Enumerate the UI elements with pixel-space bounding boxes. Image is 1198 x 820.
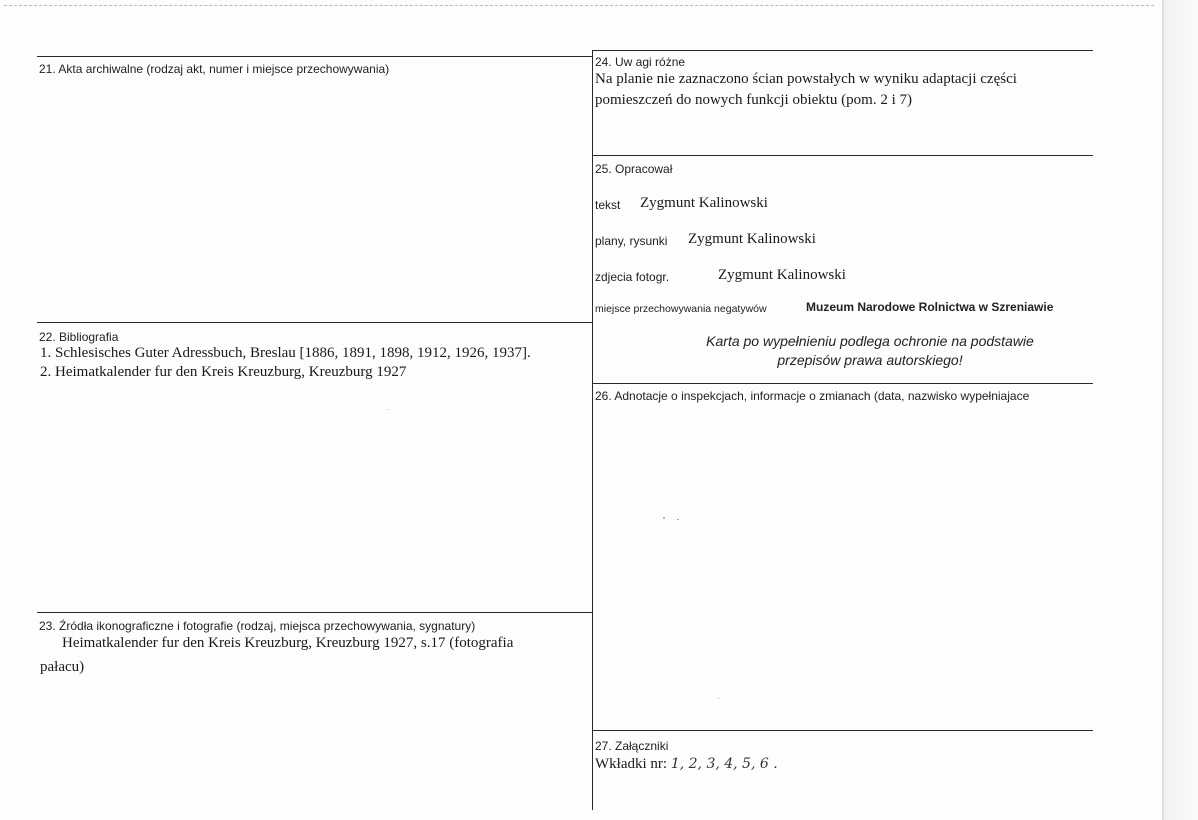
divider-21-22 [37,322,593,323]
attachments-prefix: Wkładki nr: [595,756,668,772]
section-24-label: 24. Uw agi różne [595,55,686,69]
section-25-label: 25. Opracował [595,162,673,176]
author-plans-label: plany, rysunki [595,234,668,248]
copyright-note [650,332,1090,370]
remarks-text-line1: Na planie nie zaznaczono ścian powstałych w wyniku adaptacji części [595,71,1017,87]
divider-top-left [37,56,593,57]
section-22-label: 22. Bibliografia [39,330,119,344]
negatives-value: Muzeum Narodowe Rolnictwa w Szreniawie [806,300,1054,314]
scan-speck [677,519,679,520]
author-plans-value: Zygmunt Kalinowski [688,231,816,247]
iconography-text-line1: Heimatkalender fur den Kreis Kreuzburg, Kreuzburg 1927, s.17 (fotografia [62,635,514,651]
section-23-label: 23. Źródła ikonograficzne i fotografie (rodzaj, miejsca przechowywania, sygnatury) [39,619,476,633]
author-text-value: Zygmunt Kalinowski [640,195,768,211]
scan-speck [388,409,389,410]
bibliography-item: 2. Heimatkalender fur den Kreis Kreuzburg, Kreuzburg 1927 [40,364,407,380]
column-divider [592,50,593,810]
divider-22-23 [37,612,593,613]
attachments-handwritten-numbers: 1, 2, 3, 4, 5, 6 . [670,756,778,772]
section-26-label: 26. Adnotacje o inspekcjach, informacje o zmianach (data, nazwisko wypełniajace [595,389,1030,403]
negatives-label: miejsce przechowywania negatywów [595,303,767,315]
copyright-note-line1: Karta po wypełnieniu podlega ochronie na podstawie [706,333,1034,349]
remarks-text-line2: pomieszczeń do nowych funkcji obiektu (pom. 2 i 7) [595,92,913,108]
copyright-note-line2: przepisów prawa autorskiego! [777,352,963,368]
divider-26-27 [593,730,1093,731]
scan-speck [718,698,719,699]
top-dashed-rule [4,5,1154,6]
section-27-label: 27. Załączniki [595,739,669,753]
iconography-text-line2: pałacu) [40,659,85,675]
author-photos-label: zdjecia fotogr. [595,270,670,284]
author-text-label: tekst [595,198,621,212]
bibliography-item: 1. Schlesisches Guter Adressbuch, Breslau [1886, 1891, 1898, 1912, 1926, 1937]. [40,345,531,361]
attachments-line [595,756,778,773]
divider-25-26 [593,383,1093,384]
divider-24-25 [593,155,1093,156]
divider-top-right [593,50,1093,51]
scan-speck [663,517,665,519]
scan-edge-shadow [1162,0,1198,820]
author-photos-value: Zygmunt Kalinowski [718,267,846,283]
section-21-label: 21. Akta archiwalne (rodzaj akt, numer i miejsce przechowywania) [39,62,390,76]
